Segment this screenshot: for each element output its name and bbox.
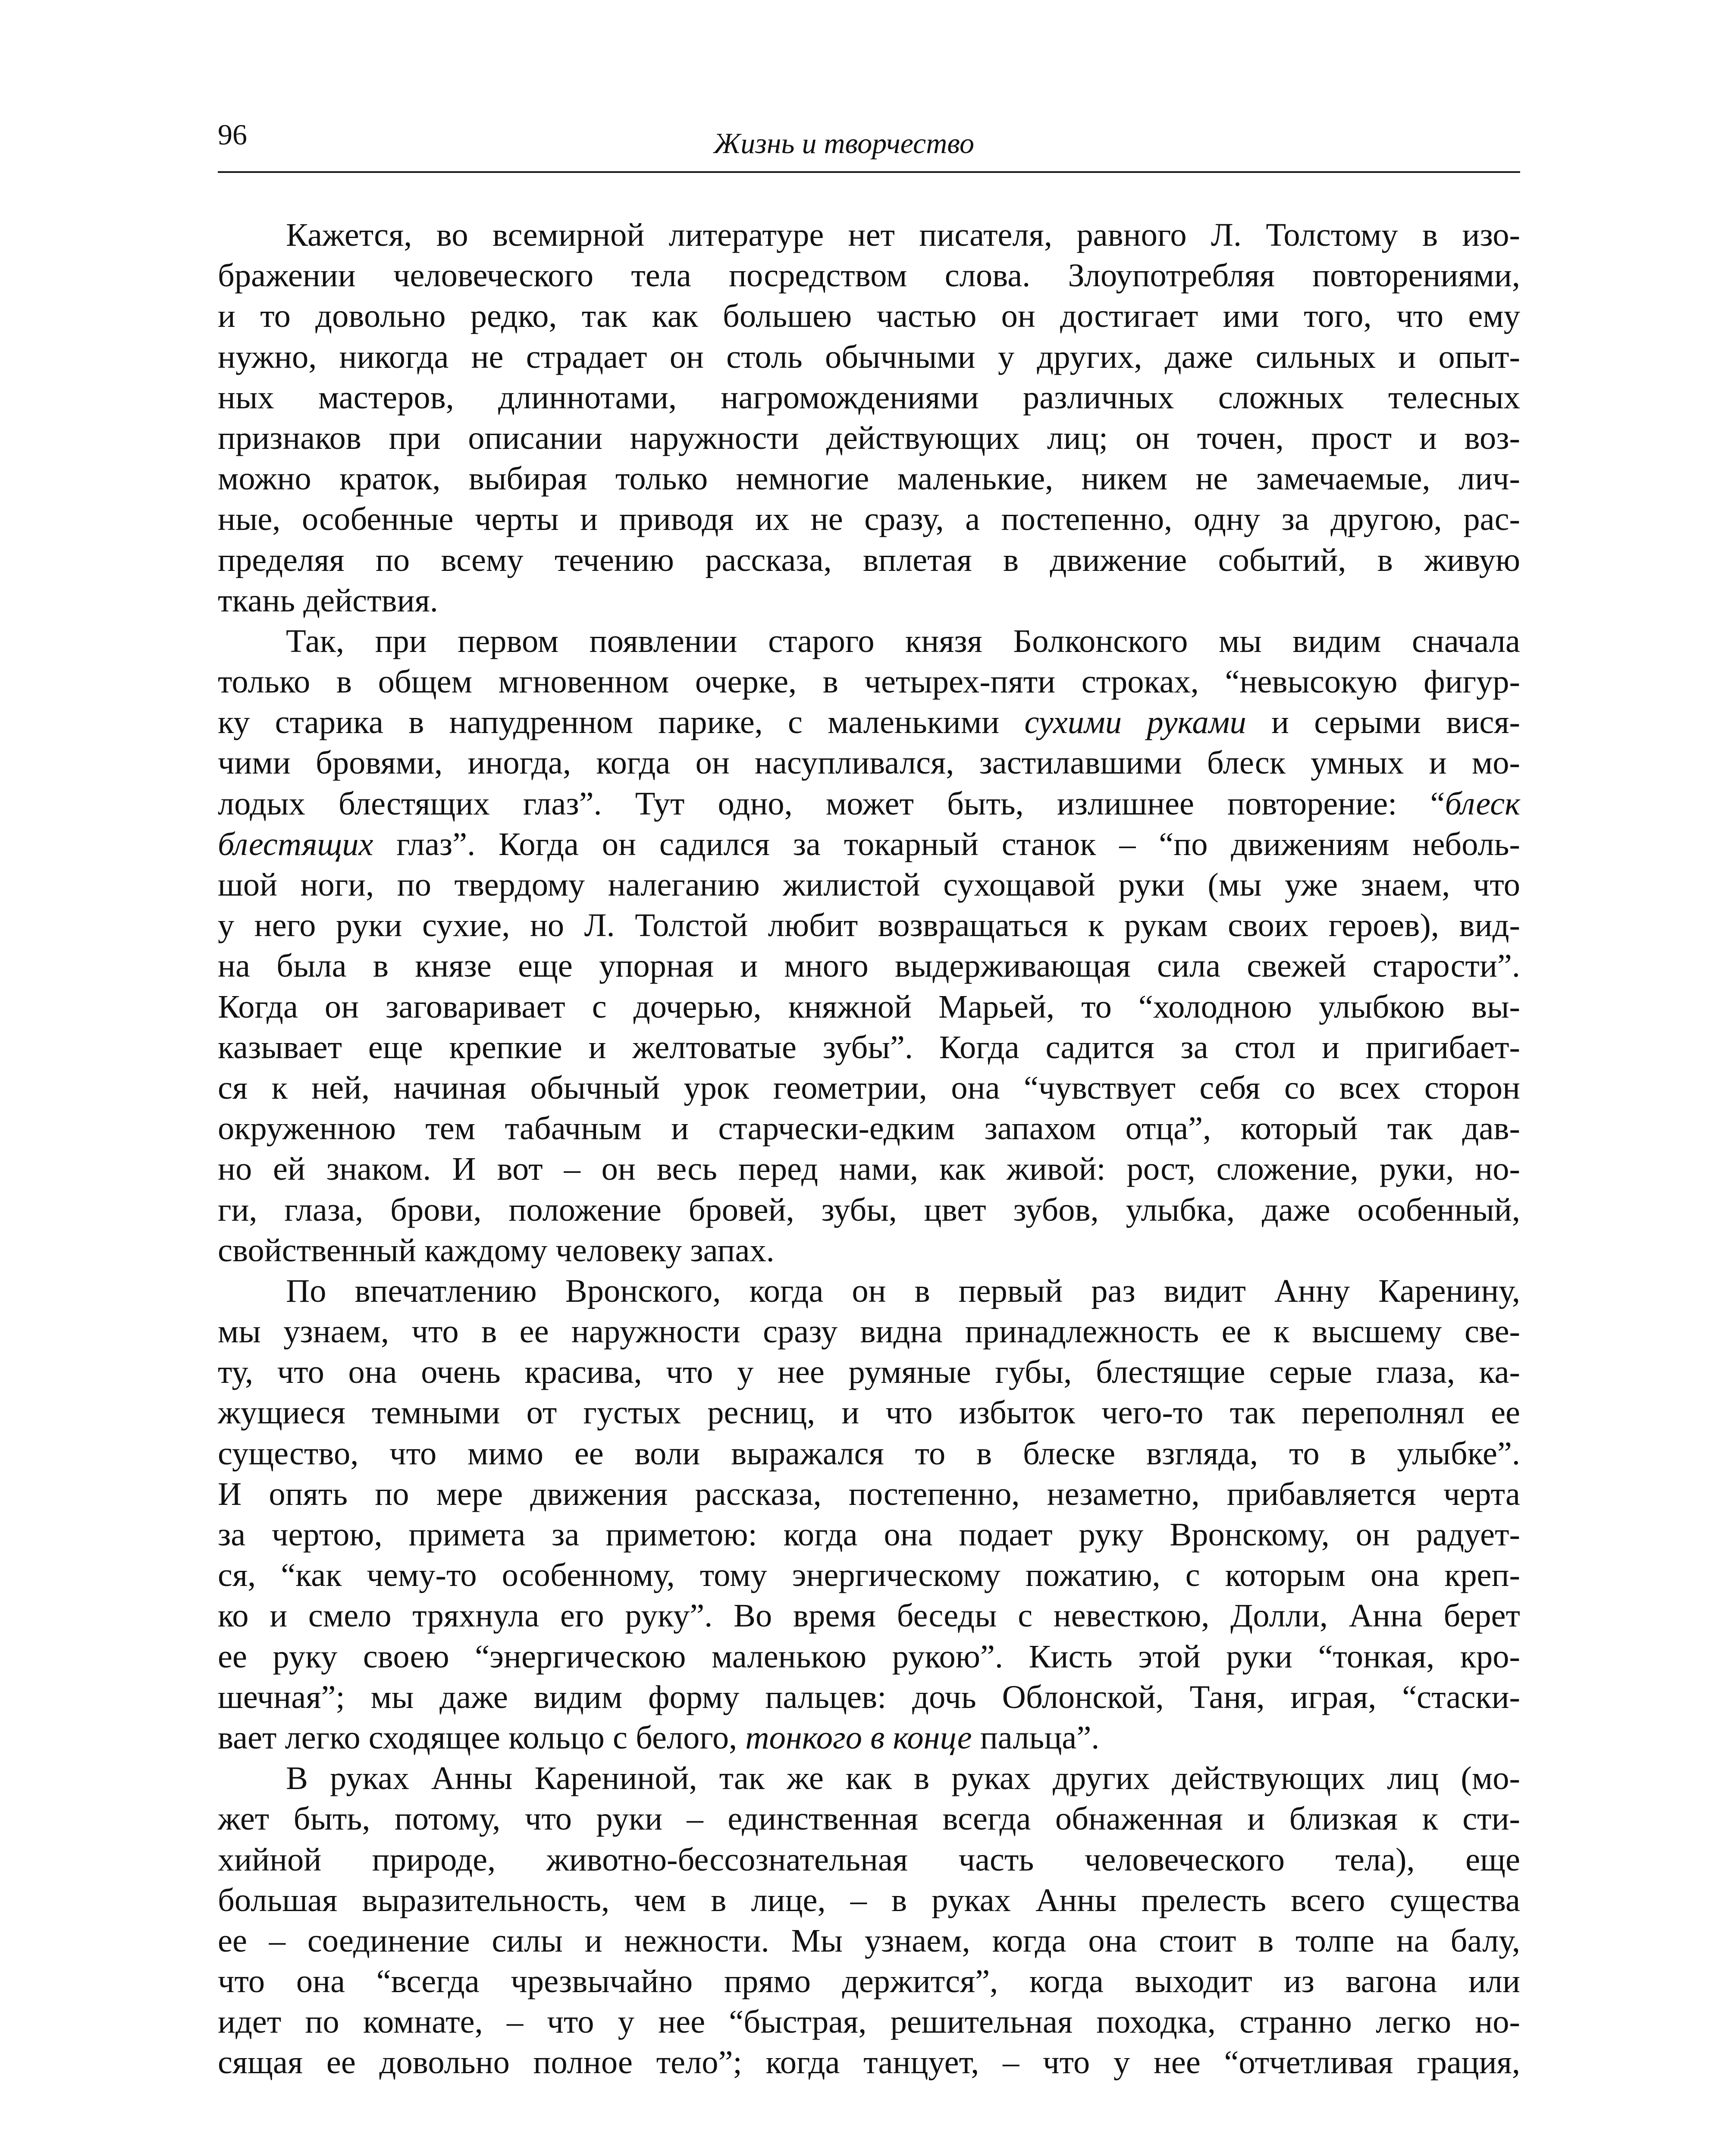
text-line: пределяя по всему течению рассказа, вплетая в движение событий, в живую — [218, 541, 1520, 578]
text-line: что она “всегда чрезвычайно прямо держится”, когда выходит из вагона или — [218, 1963, 1520, 2000]
text-line: и то довольно редко, так как большею частью он достигает ими того, что ему — [218, 298, 1520, 335]
text-run: вает легко сходящее кольцо с белого, — [218, 1719, 746, 1756]
text-line: у него руки сухие, но Л. Толстой любит возвращаться к рукам своих героев), вид- — [218, 907, 1520, 944]
text-line: признаков при описании наружности действующих лиц; он точен, прост и воз- — [218, 419, 1520, 456]
text-line: большая выразительность, чем в лице, – в руках Анны прелесть всего существа — [218, 1881, 1520, 1918]
text-line: ткань действия. — [218, 582, 438, 619]
italic-run: тонкого в конце — [745, 1719, 972, 1756]
text-line: По впечатлению Вронского, когда он в первый раз видит Анну Каренину, — [286, 1272, 1520, 1309]
text-line: за чертою, примета за приметою: когда она подает руку Вронскому, он радует- — [218, 1516, 1520, 1553]
text-line: ту, что она очень красива, что у нее румяные губы, блестящие серые глаза, ка- — [218, 1354, 1520, 1391]
text-line: ги, глаза, брови, положение бровей, зубы, цвет зубов, улыбка, даже особенный, — [218, 1191, 1520, 1228]
italic-run: блестящих — [218, 825, 373, 862]
text-body — [218, 215, 1520, 2083]
text-line: шой ноги, по твердому налеганию жилистой сухощавой руки (мы уже знаем, что — [218, 866, 1520, 903]
page-number: 96 — [218, 118, 247, 151]
text-line: Так, при первом появлении старого князя Болконского мы видим сначала — [286, 622, 1520, 659]
text-line: В руках Анны Карениной, так же как в руках других действующих лиц (мо- — [286, 1760, 1520, 1797]
text-line: сящая ее довольно полное тело”; когда танцует, – что у нее “отчетливая грация, — [218, 2044, 1520, 2081]
text-line: ее руку своею “энергическою маленькою рукою”. Кисть этой руки “тонкая, кро- — [218, 1638, 1520, 1675]
running-title: Жизнь и творчество — [714, 127, 974, 160]
text-line — [218, 783, 1520, 824]
text-line: существо, что мимо ее воли выражался то в блеске взгляда, то в улыбке”. — [218, 1435, 1520, 1472]
text-run: ку старика в напудренном парике, с маленькими — [218, 704, 1025, 741]
text-line: бражении человеческого тела посредством слова. Злоупотребляя повторениями, — [218, 257, 1520, 294]
text-line: ные, особенные черты и приводя их не сразу, а постепенно, одну за другою, рас- — [218, 501, 1520, 538]
text-line: хийной природе, животно-бессознательная часть человеческого тела), еще — [218, 1841, 1520, 1878]
text-line: идет по комнате, – что у нее “быстрая, решительная походка, странно легко но- — [218, 2003, 1520, 2040]
text-line — [218, 702, 1520, 743]
text-line: жущиеся темными от густых ресниц, и что избыток чего-то так переполнял ее — [218, 1394, 1520, 1431]
text-line: Кажется, во всемирной литературе нет писателя, равного Л. Толстому в изо- — [286, 216, 1520, 253]
text-line: но ей знаком. И вот – он весь перед нами, как живой: рост, сложение, руки, но- — [218, 1150, 1520, 1188]
text-line — [218, 824, 1520, 865]
text-run: лодых блестящих глаз”. Тут одно, может быть, излишнее повторение: “ — [218, 785, 1445, 822]
text-run: и серыми вися- — [1246, 704, 1520, 741]
text-line: чими бровями, иногда, когда он насупливался, застилавшими блеск умных и мо- — [218, 744, 1520, 781]
text-run: пальца”. — [972, 1719, 1100, 1756]
text-line: мы узнаем, что в ее наружности сразу видна принадлежность ее к высшему све- — [218, 1313, 1520, 1350]
italic-run: блеск — [1445, 785, 1520, 822]
text-line: шечная”; мы даже видим форму пальцев: дочь Облонской, Таня, играя, “стаски- — [218, 1678, 1520, 1715]
text-line: ся, “как чему-то особенному, тому энергическому пожатию, с которым она креп- — [218, 1557, 1520, 1594]
text-line — [218, 1717, 1520, 1758]
text-line: Когда он заговаривает с дочерью, княжной Марьей, то “холодною улыбкою вы- — [218, 988, 1520, 1025]
text-line: на была в князе еще упорная и много выдерживающая сила свежей старости”. — [218, 947, 1520, 984]
text-line: только в общем мгновенном очерке, в четырех-пяти строках, “невысокую фигур- — [218, 663, 1520, 700]
text-line: можно краток, выбирая только немногие маленькие, никем не замечаемые, лич- — [218, 460, 1520, 497]
text-line: ся к ней, начиная обычный урок геометрии, она “чувствует себя со всех сторон — [218, 1069, 1520, 1106]
text-line: казывает еще крепкие и желтоватые зубы”. Когда садится за стол и пригибает- — [218, 1028, 1520, 1065]
text-line: ко и смело тряхнула его руку”. Во время беседы с невесткою, Долли, Анна берет — [218, 1597, 1520, 1634]
text-line: И опять по мере движения рассказа, постепенно, незаметно, прибавляется черта — [218, 1475, 1520, 1512]
text-line: ных мастеров, длиннотами, нагромождениями различных сложных телесных — [218, 379, 1520, 416]
italic-run: сухими руками — [1024, 704, 1246, 741]
text-line: окруженною тем табачным и старчески-едким запахом отца”, который так дав- — [218, 1110, 1520, 1147]
text-line: жет быть, потому, что руки – единственная всегда обнаженная и близкая к сти- — [218, 1800, 1520, 1837]
text-line: свойственный каждому человеку запах. — [218, 1232, 775, 1269]
text-run: глаз”. Когда он садился за токарный станок – “по движениям неболь- — [373, 825, 1520, 862]
page-header — [218, 113, 1520, 173]
text-line: нужно, никогда не страдает он столь обычными у других, даже сильных и опыт- — [218, 338, 1520, 375]
text-line: ее – соединение силы и нежности. Мы узнаем, когда она стоит в толпе на балу, — [218, 1922, 1520, 1959]
